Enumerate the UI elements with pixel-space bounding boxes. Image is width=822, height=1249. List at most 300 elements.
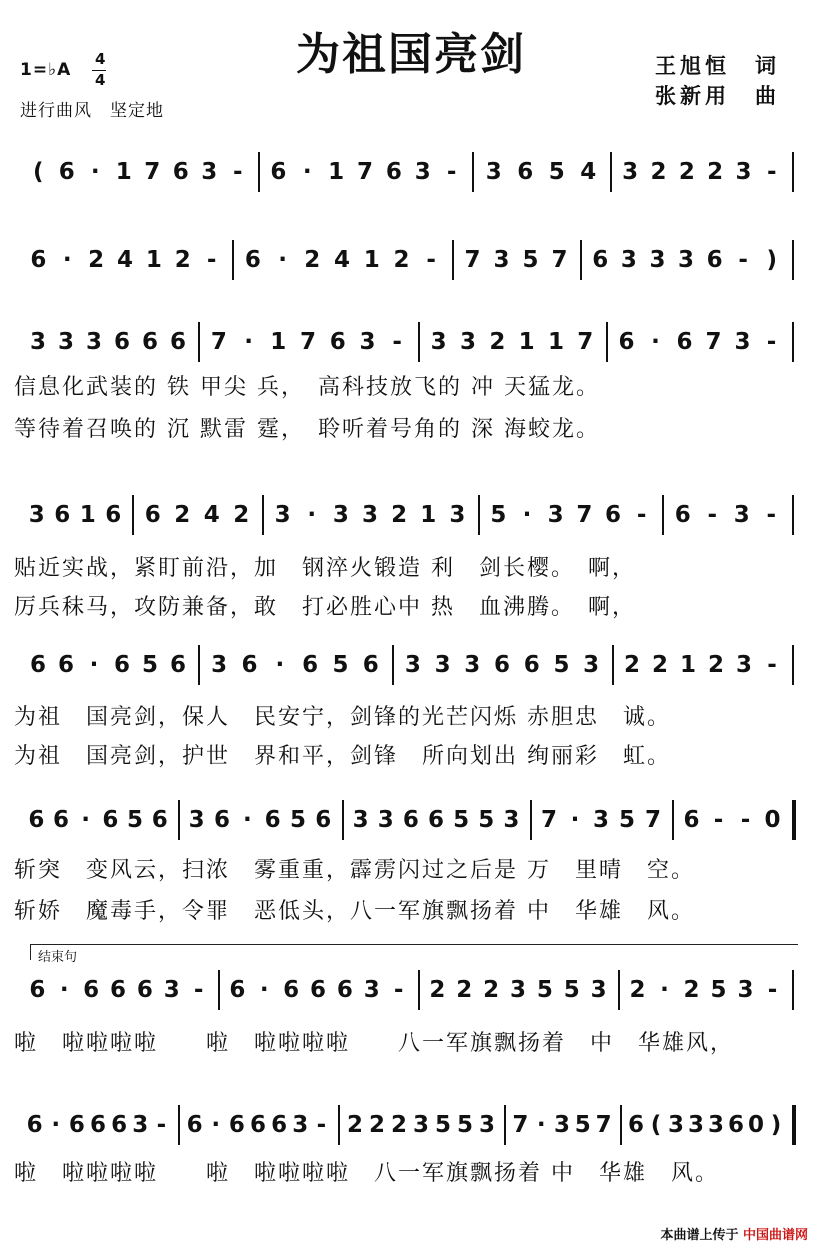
note: 3: [414, 159, 431, 185]
measure: [24, 800, 172, 840]
note: 6: [241, 652, 258, 678]
note: ·: [51, 1112, 61, 1138]
note: 3: [29, 329, 46, 355]
note: ·: [89, 652, 99, 678]
note: 3: [449, 502, 466, 528]
note: 7: [577, 329, 594, 355]
note: 3: [622, 159, 639, 185]
note: 3: [163, 977, 180, 1003]
measure: [24, 1105, 172, 1145]
note: -: [767, 159, 777, 185]
note: ·: [90, 159, 100, 185]
note: 2: [174, 247, 191, 273]
note: 3: [547, 502, 564, 528]
note: -: [767, 652, 777, 678]
time-signature-top: 4: [95, 50, 107, 68]
ending-bracket-tick: [30, 944, 31, 960]
note: 5: [453, 807, 470, 833]
note: ·: [660, 977, 669, 1003]
note: 6: [144, 502, 161, 528]
key-signature: 1=♭A: [20, 60, 72, 80]
note: -: [393, 977, 404, 1003]
barline: [198, 322, 200, 362]
note: ·: [278, 247, 287, 273]
note: -: [426, 247, 436, 273]
note: 7: [644, 807, 661, 833]
barline: [792, 240, 794, 280]
note: 7: [551, 247, 568, 273]
note: 6: [26, 1112, 43, 1138]
note: 3: [361, 502, 378, 528]
note: 6: [58, 159, 75, 185]
note: 5: [618, 807, 635, 833]
note: 7: [512, 1112, 529, 1138]
measure: [344, 1105, 498, 1145]
note: 3: [590, 977, 607, 1003]
note: 6: [494, 652, 511, 678]
barline: [262, 495, 264, 535]
note: 6: [89, 1112, 106, 1138]
footer-credit: [660, 1224, 808, 1243]
measure: [398, 645, 606, 685]
note: 7: [144, 159, 161, 185]
note: 6: [57, 652, 74, 678]
barline: [452, 240, 454, 280]
note: 3: [707, 1112, 724, 1138]
note: 3: [678, 247, 695, 273]
note: -: [740, 807, 751, 833]
note: 6: [517, 159, 534, 185]
note: 6: [169, 652, 186, 678]
note: 6: [172, 159, 189, 185]
lyric-line: 斩娇 魔毒手，令罪 恶低头，八一军旗飘扬着 中 华雄 风。: [14, 899, 695, 924]
barline: [218, 970, 220, 1010]
barline: [258, 152, 260, 192]
note: 2: [391, 502, 408, 528]
note: 3: [735, 652, 752, 678]
barline: [792, 970, 794, 1010]
measure: [586, 240, 786, 280]
note: 1: [79, 502, 96, 528]
note: 6: [706, 247, 723, 273]
barline: [580, 240, 582, 280]
note: 7: [464, 247, 481, 273]
note: 4: [334, 247, 351, 273]
music-row: [0, 322, 822, 362]
note: 4: [580, 159, 597, 185]
note: 2: [233, 502, 250, 528]
note: ·: [522, 502, 532, 528]
note: 6: [605, 502, 622, 528]
note: -: [316, 1112, 327, 1138]
note: 6: [402, 807, 419, 833]
barline: [198, 645, 200, 685]
measure: [24, 240, 226, 280]
note: 6: [151, 807, 168, 833]
measure: [204, 322, 412, 362]
note: 1: [679, 652, 696, 678]
note: 6: [169, 329, 186, 355]
note: 6: [271, 1112, 288, 1138]
note: ·: [570, 807, 580, 833]
note: 2: [678, 159, 695, 185]
barline: [672, 800, 674, 840]
note: 7: [705, 329, 722, 355]
note: -: [446, 159, 457, 185]
note: 5: [289, 807, 306, 833]
note: 4: [117, 247, 134, 273]
note: -: [766, 502, 777, 528]
note: 1: [363, 247, 380, 273]
barline: [612, 645, 614, 685]
note: 2: [174, 502, 191, 528]
note: 6: [618, 329, 635, 355]
note: 6: [136, 977, 153, 1003]
note: 5: [490, 502, 507, 528]
note: 2: [489, 329, 506, 355]
note: 5: [553, 652, 570, 678]
barline: [338, 1105, 340, 1145]
note: 7: [300, 329, 317, 355]
note: 6: [111, 1112, 128, 1138]
note: 3: [363, 977, 380, 1003]
note: -: [392, 329, 402, 355]
note: 6: [674, 502, 691, 528]
note: 3: [377, 807, 394, 833]
measure: [458, 240, 574, 280]
music-row: [0, 240, 822, 280]
note: 7: [540, 807, 557, 833]
note: 3: [352, 807, 369, 833]
measure: [424, 322, 600, 362]
note: 3: [412, 1112, 429, 1138]
note: 3: [620, 247, 637, 273]
measure: [24, 322, 192, 362]
note: ·: [275, 652, 285, 678]
barline: [792, 800, 796, 840]
measure: [668, 495, 786, 535]
barline: [530, 800, 532, 840]
note: ·: [242, 807, 252, 833]
note: -: [767, 977, 778, 1003]
note: 0: [764, 807, 781, 833]
note: 3: [464, 652, 481, 678]
note: -: [193, 977, 204, 1003]
note: 6: [336, 977, 353, 1003]
note: 5: [456, 1112, 473, 1138]
note: 7: [210, 329, 227, 355]
ending-label: 结束句: [38, 950, 78, 965]
measure: [204, 645, 386, 685]
barline: [662, 495, 664, 535]
measure: [616, 152, 786, 192]
measure: [478, 152, 604, 192]
note: 5: [141, 652, 158, 678]
note: 5: [574, 1112, 591, 1138]
note: 3: [503, 807, 520, 833]
note: 2: [304, 247, 321, 273]
note: 3: [583, 652, 600, 678]
note: 1: [518, 329, 535, 355]
note: 2: [88, 247, 105, 273]
barline: [606, 322, 608, 362]
note: ·: [651, 329, 660, 355]
barline: [792, 495, 794, 535]
note: 2: [707, 652, 724, 678]
measure: [536, 800, 666, 840]
note: 2: [368, 1112, 385, 1138]
barline: [618, 970, 620, 1010]
measure: [348, 800, 524, 840]
note: 2: [650, 159, 667, 185]
note: 6: [29, 652, 46, 678]
note: 3: [493, 247, 510, 273]
measure: [24, 495, 126, 535]
note: 6: [264, 807, 281, 833]
song-title: 为祖国亮剑: [296, 29, 526, 80]
note: 6: [213, 807, 230, 833]
note: 6: [28, 807, 45, 833]
music-row: [0, 1105, 822, 1145]
barline: [792, 645, 794, 685]
measure: [24, 970, 212, 1010]
note: 5: [127, 807, 144, 833]
footer-brand: 中国曲谱网: [742, 1228, 808, 1243]
note: 6: [362, 652, 379, 678]
note: 6: [329, 329, 346, 355]
measure: [184, 1105, 332, 1145]
note: 3: [404, 652, 421, 678]
music-row: [0, 970, 822, 1010]
barline: [392, 645, 394, 685]
note: 2: [429, 977, 446, 1003]
note: -: [738, 247, 748, 273]
barline: [792, 1105, 796, 1145]
note: ·: [62, 247, 72, 273]
time-signature-bottom: 4: [95, 71, 107, 89]
note: 3: [737, 977, 754, 1003]
note: -: [713, 807, 724, 833]
note: ·: [259, 977, 269, 1003]
note: 6: [676, 329, 693, 355]
note: -: [232, 159, 243, 185]
note: 5: [563, 977, 580, 1003]
note: 3: [459, 329, 476, 355]
note: 2: [483, 977, 500, 1003]
note: 5: [536, 977, 553, 1003]
note: 3: [430, 329, 447, 355]
note: 3: [734, 329, 751, 355]
barline: [472, 152, 474, 192]
note: 6: [249, 1112, 266, 1138]
barline: [610, 152, 612, 192]
note: 1: [420, 502, 437, 528]
note: 6: [110, 977, 127, 1003]
note: ·: [244, 329, 253, 355]
measure: [224, 970, 412, 1010]
note: 3: [478, 1112, 495, 1138]
measure: [424, 970, 612, 1010]
note: 3: [332, 502, 349, 528]
measure: [24, 152, 252, 192]
music-row: [0, 645, 822, 685]
note: 5: [522, 247, 539, 273]
note: 2: [707, 159, 724, 185]
barline: [178, 800, 180, 840]
measure: [626, 1105, 786, 1145]
note: 2: [651, 652, 668, 678]
measure: [184, 800, 336, 840]
note: 6: [229, 977, 246, 1003]
barline: [342, 800, 344, 840]
lyric-line: 贴近实战，紧盯前沿，加 钢淬火锻造 利 剑长樱。 啊，: [14, 556, 636, 581]
lyric-line: 为祖 国亮剑，保人 民安宁，剑锋的光芒闪烁 赤胆忠 诚。: [14, 705, 671, 730]
note: 2: [346, 1112, 363, 1138]
lyric-line: 啦 啦啦啦啦 啦 啦啦啦啦 八一军旗飘扬着 中 华雄 风。: [14, 1161, 719, 1186]
note: 3: [667, 1112, 684, 1138]
barline: [418, 322, 420, 362]
measure: [612, 322, 786, 362]
note: 3: [733, 502, 750, 528]
note: 6: [186, 1112, 203, 1138]
lyricist-credit: 王旭恒 词: [655, 54, 780, 78]
note: (: [650, 1112, 662, 1138]
note: 6: [270, 159, 287, 185]
note: ): [766, 247, 778, 273]
note: 5: [548, 159, 565, 185]
note: ·: [59, 977, 69, 1003]
note: 2: [390, 1112, 407, 1138]
note: ·: [536, 1112, 546, 1138]
composer-credit: 张新用 曲: [655, 84, 780, 108]
note: 2: [623, 652, 640, 678]
note: 5: [710, 977, 727, 1003]
note: 6: [315, 807, 332, 833]
note: 3: [274, 502, 291, 528]
measure: [238, 240, 446, 280]
note: 3: [649, 247, 666, 273]
note: 3: [132, 1112, 149, 1138]
note: 3: [510, 977, 527, 1003]
note: 6: [683, 807, 700, 833]
note: 5: [478, 807, 495, 833]
note: 6: [385, 159, 402, 185]
note: -: [156, 1112, 167, 1138]
lyric-line: 等待着召唤的 沉 默雷 霆， 聆听着号角的 深 海蛟龙。: [14, 417, 600, 442]
note: ·: [81, 807, 91, 833]
note: 6: [53, 807, 70, 833]
note: 6: [523, 652, 540, 678]
note: 3: [292, 1112, 309, 1138]
note: 6: [29, 977, 46, 1003]
barline: [478, 495, 480, 535]
note: 3: [687, 1112, 704, 1138]
lyric-line: 厉兵秣马，攻防兼备，敢 打必胜心中 热 血沸腾。 啊，: [14, 595, 636, 620]
note: 6: [30, 247, 47, 273]
note: 3: [28, 502, 45, 528]
note: 3: [592, 807, 609, 833]
note: -: [636, 502, 647, 528]
music-row: [0, 800, 822, 840]
note: 6: [592, 247, 609, 273]
note: ): [770, 1112, 782, 1138]
note: 5: [434, 1112, 451, 1138]
note: 6: [68, 1112, 85, 1138]
note: 6: [283, 977, 300, 1003]
music-row: [0, 495, 822, 535]
lyric-line: 啦 啦啦啦啦 啦 啦啦啦啦 八一军旗飘扬着 中 华雄风，: [14, 1031, 735, 1056]
note: 2: [456, 977, 473, 1003]
note: 6: [228, 1112, 245, 1138]
note: 6: [427, 807, 444, 833]
measure: [678, 800, 786, 840]
measure: [624, 970, 786, 1010]
note: -: [766, 329, 777, 355]
measure: [268, 495, 472, 535]
barline: [792, 322, 794, 362]
footer-text: 本曲谱上传于: [660, 1228, 739, 1243]
note: 3: [188, 807, 205, 833]
note: 4: [203, 502, 220, 528]
measure: [484, 495, 656, 535]
note: 6: [102, 807, 119, 833]
measure: [618, 645, 786, 685]
ending-bracket: [30, 944, 798, 945]
note: -: [206, 247, 217, 273]
barline: [418, 970, 420, 1010]
note: 7: [595, 1112, 612, 1138]
note: ·: [211, 1112, 221, 1138]
tempo-marking: 进行曲风 坚定地: [20, 101, 164, 121]
note: 2: [393, 247, 410, 273]
barline: [620, 1105, 622, 1145]
note: 3: [553, 1112, 570, 1138]
note: 3: [85, 329, 102, 355]
note: 6: [310, 977, 327, 1003]
note: 6: [141, 329, 158, 355]
note: 6: [113, 652, 130, 678]
measure: [510, 1105, 614, 1145]
barline: [792, 152, 794, 192]
note: 3: [57, 329, 74, 355]
note: 1: [270, 329, 287, 355]
barline: [178, 1105, 180, 1145]
note: 6: [302, 652, 319, 678]
lyric-line: 斩突 变风云，扫浓 雾重重，霹雳闪过之后是 万 里晴 空。: [14, 858, 695, 883]
note: 1: [145, 247, 162, 273]
note: 6: [83, 977, 100, 1003]
note: 1: [328, 159, 345, 185]
note: -: [707, 502, 718, 528]
note: 0: [747, 1112, 764, 1138]
measure: [24, 645, 192, 685]
measure: [264, 152, 466, 192]
note: 6: [244, 247, 261, 273]
note: 6: [105, 502, 122, 528]
note: 1: [115, 159, 132, 185]
barline: [232, 240, 234, 280]
note: 3: [201, 159, 218, 185]
barline: [504, 1105, 506, 1145]
note: 1: [547, 329, 564, 355]
note: 2: [683, 977, 700, 1003]
note: 3: [485, 159, 502, 185]
note: 2: [629, 977, 646, 1003]
note: 7: [576, 502, 593, 528]
note: 7: [357, 159, 374, 185]
measure: [138, 495, 256, 535]
note: 3: [735, 159, 752, 185]
